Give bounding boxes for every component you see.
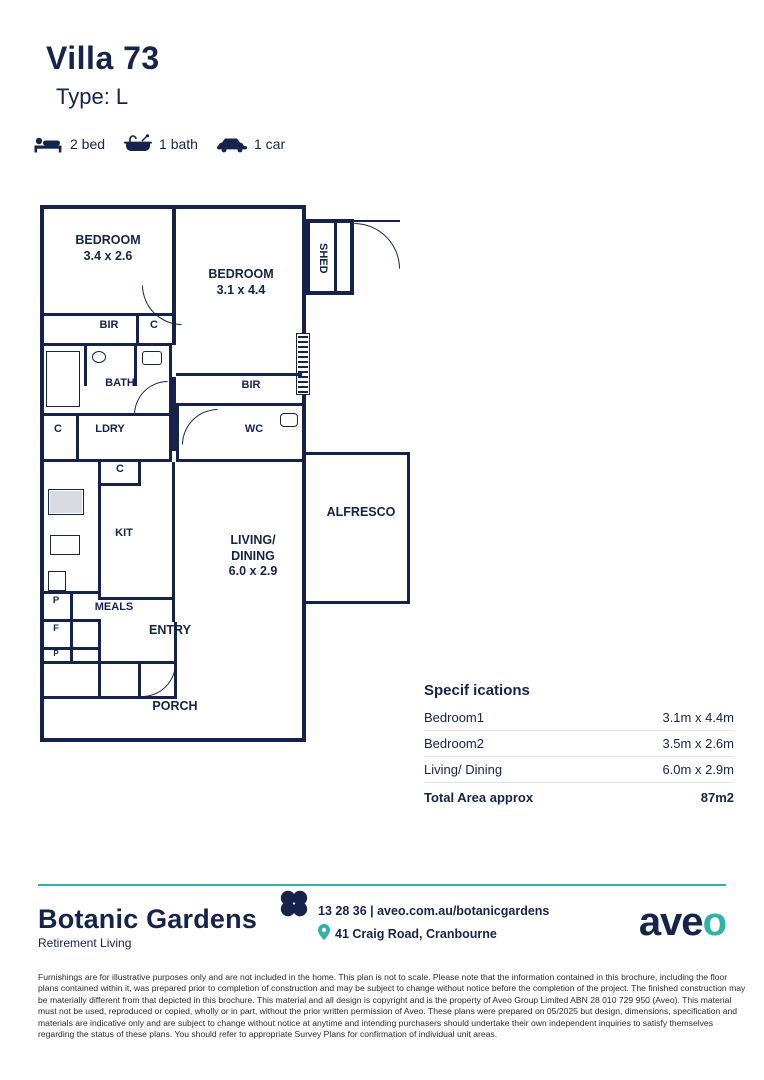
- room-fridge: [44, 623, 68, 635]
- feature-bed: [34, 134, 105, 154]
- spec-value-bedroom2: 3.5m x 2.6m: [662, 736, 734, 751]
- spec-label-living-dining: Living/ Dining: [424, 762, 503, 777]
- room-meals-name: MEALS: [94, 601, 134, 613]
- room-bir-1: [86, 319, 132, 333]
- room-pantry-1: [44, 595, 68, 607]
- room-entry: [134, 623, 206, 639]
- room-closet-3: [106, 463, 134, 477]
- room-fridge-name: F: [53, 623, 59, 634]
- brand-block: [38, 904, 257, 950]
- spec-label-bedroom2: Bedroom2: [424, 736, 484, 751]
- bath-icon: [123, 134, 153, 154]
- room-bir-1-name: BIR: [99, 319, 119, 331]
- feature-summary: [34, 134, 303, 154]
- disclaimer-text: Furnishings are for illustrative purposes only and are not included in the home. This plan is not to scale. Please note that the information contained in this brochure, including the floor plans contained within it, was prepared prior to completion of construction and may be subject to change without notice before the completion of the project. The finished construction may be materially different from that depicted in this brochure. This material and all design is copyright and is the property of Aveo Group Limited ABN 28 010 729 950 (Aveo). This material must not be used, reproduced or copied, wholly or in part, without the prior written permission of Aveo. These plans were prepared on 05/2025 but design, dimensions, specification and materials are indicative only and are subject to change without notice at anytime and intending purchasers should undertake their own independent inquiries to satisfy themselves regarding the status of these plans. You should refer to appropriate Survey Plans for confirmation of individual unit areas.: [38, 972, 746, 1040]
- spec-label-bedroom1: Bedroom1: [424, 710, 484, 725]
- specifications-heading: Specif ications: [424, 682, 530, 699]
- room-bedroom-2-name: BEDROOM: [208, 267, 274, 281]
- contact-address: 41 Craig Road, Cranbourne: [335, 926, 497, 941]
- feature-bath-label: 1 bath: [159, 136, 198, 152]
- room-kitchen-name: KIT: [115, 527, 133, 539]
- car-icon: [216, 134, 248, 154]
- aveo-logo: [639, 900, 726, 945]
- room-shed: [310, 227, 334, 289]
- room-living-name-line2: DINING: [231, 548, 275, 563]
- specifications-panel: [424, 682, 734, 810]
- clover-icon: [276, 886, 312, 927]
- page-title: Villa 73: [46, 40, 160, 76]
- room-living-dining: [198, 533, 308, 580]
- bed-icon: [34, 134, 64, 154]
- room-entry-name: ENTRY: [149, 623, 191, 637]
- room-alfresco: [314, 505, 408, 521]
- footer-divider: [38, 884, 726, 886]
- spec-value-bedroom1: 3.1m x 4.4m: [662, 710, 734, 725]
- spec-value-total-area: 87m2: [700, 790, 734, 805]
- room-laundry-name: LDRY: [95, 423, 125, 435]
- feature-car-label: 1 car: [253, 136, 286, 152]
- spec-row-bedroom1: [424, 705, 734, 731]
- floor-plan: [38, 205, 428, 745]
- room-bir-2: [228, 379, 274, 393]
- location-pin-icon: [318, 924, 330, 943]
- room-meals: [78, 601, 150, 615]
- room-closet-1: [142, 319, 166, 333]
- room-bir-2-name: BIR: [241, 379, 261, 391]
- room-bedroom-1: [52, 233, 164, 264]
- spec-label-total-area: Total Area approx: [424, 790, 534, 805]
- room-closet-2: [44, 423, 72, 437]
- room-porch-name: PORCH: [152, 699, 198, 713]
- room-bedroom-1-name: BEDROOM: [75, 233, 141, 247]
- contact-phone-web[interactable]: 13 28 36 | aveo.com.au/botanicgardens: [318, 904, 550, 918]
- spec-row-total-area: [424, 783, 734, 810]
- room-bedroom-2: [186, 267, 296, 298]
- room-pantry-1-name: P: [52, 595, 60, 606]
- room-alfresco-name: ALFRESCO: [326, 505, 396, 519]
- room-living-name-line1: LIVING/: [230, 533, 276, 547]
- room-closet-2-name: C: [54, 423, 62, 435]
- brand-name: Botanic Gardens: [38, 904, 258, 934]
- feature-bed-label: 2 bed: [70, 136, 106, 152]
- room-wc: [234, 423, 274, 437]
- room-closet-3-name: C: [116, 463, 124, 475]
- room-laundry: [82, 423, 138, 437]
- room-pantry-2-name: P: [53, 649, 59, 658]
- feature-car: [216, 134, 285, 154]
- room-closet-1-name: C: [150, 319, 158, 331]
- brand-tagline: Retirement Living: [38, 936, 132, 950]
- room-shed-name: SHED: [316, 242, 329, 274]
- spec-value-living-dining: 6.0m x 2.9m: [662, 762, 734, 777]
- room-porch: [128, 699, 222, 715]
- page-subtitle: Type: L: [56, 84, 129, 109]
- spec-row-living-dining: [424, 757, 734, 783]
- feature-bath: [123, 134, 198, 154]
- room-living-dim: 6.0 x 2.9: [228, 564, 278, 579]
- room-wc-name: WC: [244, 423, 264, 435]
- contact-block: [318, 904, 549, 943]
- room-kitchen: [100, 527, 148, 541]
- spec-row-bedroom2: [424, 731, 734, 757]
- aveo-logo-text: aveo: [638, 900, 726, 944]
- room-bedroom-1-dim: 3.4 x 2.6: [83, 248, 133, 263]
- room-bath: [92, 377, 148, 391]
- room-bath-name: BATH: [105, 377, 135, 389]
- room-pantry-2: [44, 649, 68, 659]
- room-bedroom-2-dim: 3.1 x 4.4: [216, 282, 266, 297]
